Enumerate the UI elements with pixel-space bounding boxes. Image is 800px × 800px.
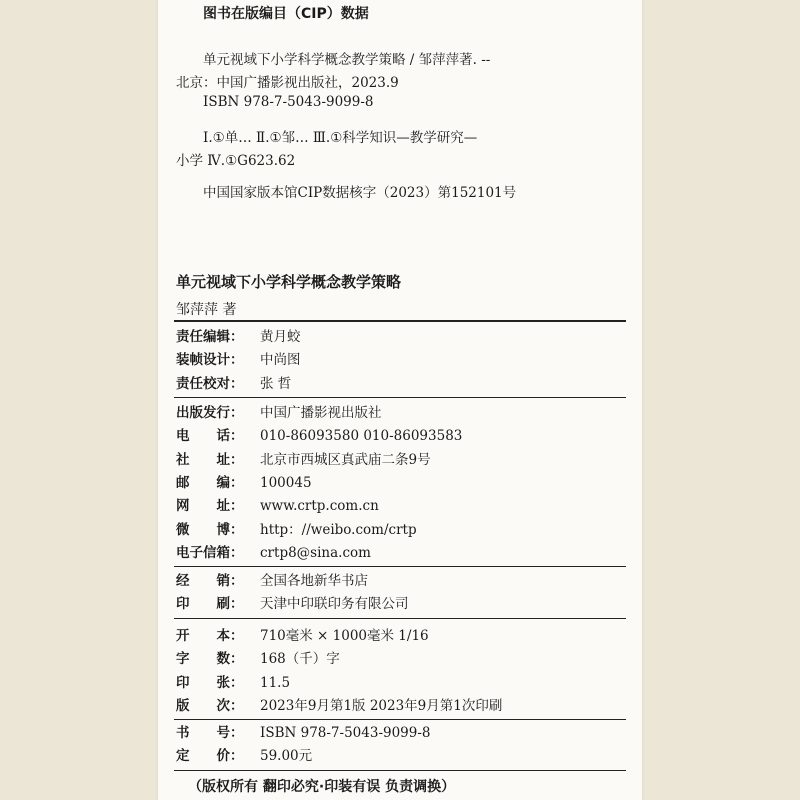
- info-value: 张 哲: [260, 375, 292, 392]
- info-label: 印 张：: [176, 674, 244, 691]
- cip-line-isbn: ISBN 978-7-5043-9099-8: [203, 94, 374, 110]
- info-row: [176, 401, 382, 421]
- divider: [174, 397, 626, 398]
- info-label: 微 博：: [176, 521, 244, 538]
- info-row: [176, 569, 368, 589]
- info-label: 字 数：: [176, 651, 244, 668]
- book-author: 邹萍萍 著: [176, 302, 237, 318]
- divider: [174, 618, 626, 619]
- info-value: 010-86093580 010-86093583: [260, 428, 463, 445]
- info-label: 邮 编：: [176, 474, 244, 491]
- info-label: 责任编辑：: [176, 329, 244, 345]
- info-value: 中国广播影视出版社: [260, 405, 382, 421]
- info-label: 责任校对：: [176, 375, 244, 392]
- info-value: 11.5: [260, 674, 291, 691]
- info-value: 北京市西城区真武庙二条9号: [260, 451, 431, 468]
- info-row: [176, 694, 502, 714]
- info-value: 全国各地新华书店: [260, 573, 368, 589]
- info-row: [176, 721, 431, 741]
- info-label: 社 址：: [176, 451, 244, 468]
- info-label: 出版发行：: [176, 405, 244, 421]
- cip-line-classification: Ⅰ.①单… Ⅱ.①邹… Ⅲ.①科学知识—教学研究—: [203, 130, 478, 146]
- info-label: 电子信箱：: [176, 544, 244, 561]
- info-row: [176, 325, 301, 345]
- info-value: ISBN 978-7-5043-9099-8: [260, 725, 431, 741]
- info-label: 书 号：: [176, 725, 244, 741]
- copyright-notice: （版权所有 翻印必究·印装有误 负责调换）: [188, 779, 456, 795]
- book-title: 单元视域下小学科学概念教学策略: [176, 273, 402, 291]
- info-row: [176, 494, 379, 514]
- info-label: 网 址：: [176, 498, 244, 515]
- info-row: [176, 671, 290, 691]
- info-row: [176, 348, 301, 368]
- info-label: 经 销：: [176, 573, 244, 589]
- info-value: 天津中印联印务有限公司: [260, 596, 409, 613]
- info-row: [176, 592, 409, 612]
- info-row: [176, 424, 462, 444]
- cip-line-title: 单元视域下小学科学概念教学策略 / 邹萍萍著. --: [203, 52, 491, 68]
- cip-title: 图书在版编目（CIP）数据: [203, 6, 369, 22]
- divider: [174, 320, 626, 322]
- info-value: 黄月蛟: [260, 329, 301, 345]
- info-label: 电 话：: [176, 428, 244, 445]
- info-row: [176, 541, 371, 561]
- info-value: 中尚图: [260, 352, 301, 369]
- info-row: [176, 518, 417, 538]
- info-row: [176, 744, 312, 764]
- info-row: [176, 471, 312, 491]
- info-value: 2023年9月第1版 2023年9月第1次印刷: [260, 697, 503, 714]
- info-row: [176, 647, 340, 667]
- info-value: 59.00元: [260, 748, 313, 765]
- divider: [174, 566, 626, 567]
- info-label: 印 刷：: [176, 596, 244, 613]
- info-label: 定 价：: [176, 748, 244, 765]
- info-value: http：//weibo.com/crtp: [260, 521, 417, 538]
- info-label: 装帧设计：: [176, 352, 244, 369]
- info-value: www.crtp.com.cn: [260, 498, 379, 515]
- info-label: 版 次：: [176, 697, 244, 714]
- info-row: [176, 448, 431, 468]
- info-row: [176, 624, 429, 644]
- info-value: 100045: [260, 474, 312, 491]
- info-value: 710毫米 × 1000毫米 1/16: [260, 628, 429, 644]
- info-value: crtp8@sina.com: [260, 544, 371, 561]
- info-row: [176, 372, 291, 392]
- divider: [174, 770, 626, 771]
- cip-line-class-code: 小学 Ⅳ.①G623.62: [176, 153, 296, 169]
- cip-line-check-number: 中国国家版本馆CIP数据核字（2023）第152101号: [203, 185, 517, 201]
- info-value: 168（千）字: [260, 651, 340, 668]
- copyright-page: [158, 0, 642, 800]
- info-label: 开 本：: [176, 628, 244, 644]
- cip-line-publisher: 北京：中国广播影视出版社，2023.9: [176, 75, 399, 91]
